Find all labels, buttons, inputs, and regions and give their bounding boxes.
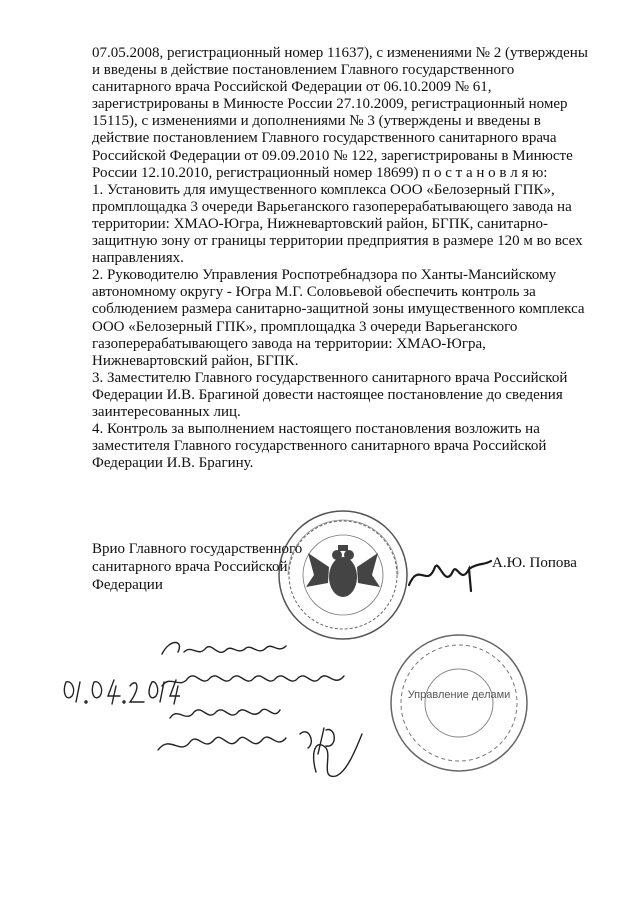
- body-line: защитную зону от границы территории предприятия в размере 120 м во всех: [92, 233, 583, 250]
- body-line: 3. Заместителю Главного государственного санитарного врача Российской: [92, 369, 568, 386]
- body-line: территории: ХМАО-Югра, Нижневартовский район, БГПК, санитарно-: [92, 215, 549, 232]
- body-line: 1. Установить для имущественного комплекса ООО «Белозерный ГПК»,: [92, 181, 555, 198]
- body-line: направлениях.: [92, 250, 184, 267]
- body-line: 2. Руководителю Управления Роспотребнадзора по Ханты-Мансийскому: [92, 267, 557, 284]
- body-line: Федерации И.В. Брагиной довести настоящее постановление до сведения: [92, 386, 563, 403]
- body-line: соблюдением размера санитарно-защитной зоны имущественного комплекса: [92, 301, 585, 318]
- body-line: Российской Федерации от 09.09.2010 № 122, зарегистрированы в Минюсте: [92, 147, 573, 164]
- body-line: ООО «Белозерный ГПК», промплощадка 3 очереди Варьеганского: [92, 318, 518, 335]
- body-line: зарегистрированы в Минюсте России 27.10.2009, регистрационный номер: [92, 96, 568, 113]
- body-line: 07.05.2008, регистрационный номер 11637), с изменениями № 2 (утверждены: [92, 45, 588, 61]
- office-stamp-line1: Управление делами: [407, 689, 511, 701]
- body-line: действие постановлением Главного государственного санитарного врача: [92, 130, 557, 147]
- body-line: санитарного врача Российской Федерации от 06.10.2009 № 61,: [92, 79, 492, 96]
- signatory-name: А.Ю. Попова: [492, 555, 577, 571]
- body-line: России 12.10.2010, регистрационный номер 18699) п о с т а н о в л я ю:: [92, 164, 548, 181]
- office-stamp-icon: [388, 632, 530, 774]
- body-line: промплощадка 3 очереди Варьеганского газоперерабатывающего завода на: [92, 198, 572, 215]
- body-line: газоперерабатывающего завода на территории: ХМАО-Югра,: [92, 335, 486, 352]
- body-line: автономному округу - Югра М.Г. Соловьевой обеспечить контроль за: [92, 284, 536, 301]
- signatory-title-line1: Врио Главного государственного: [92, 541, 303, 557]
- body-line: заместителя Главного государственного санитарного врача Российской: [92, 438, 547, 455]
- signatory-title: [92, 540, 332, 594]
- body-line: 4. Контроль за выполнением настоящего постановления возложить на: [92, 421, 540, 438]
- signatory-title-line2: санитарного врача Российской Федерации: [92, 559, 288, 593]
- body-line: и введены в действие постановлением Главного государственного: [92, 62, 515, 79]
- body-line: Федерации И.В. Брагину.: [92, 455, 254, 472]
- document-body: [92, 45, 606, 472]
- body-line: заинтересованных лиц.: [92, 403, 241, 420]
- body-line: 15115), с изменениями и дополнениями № 3 (утверждены и введены в: [92, 113, 541, 130]
- handwritten-signature-icon: [405, 555, 495, 595]
- handwritten-date: [60, 672, 180, 708]
- body-line: Нижневартовский район, БГПК.: [92, 352, 299, 369]
